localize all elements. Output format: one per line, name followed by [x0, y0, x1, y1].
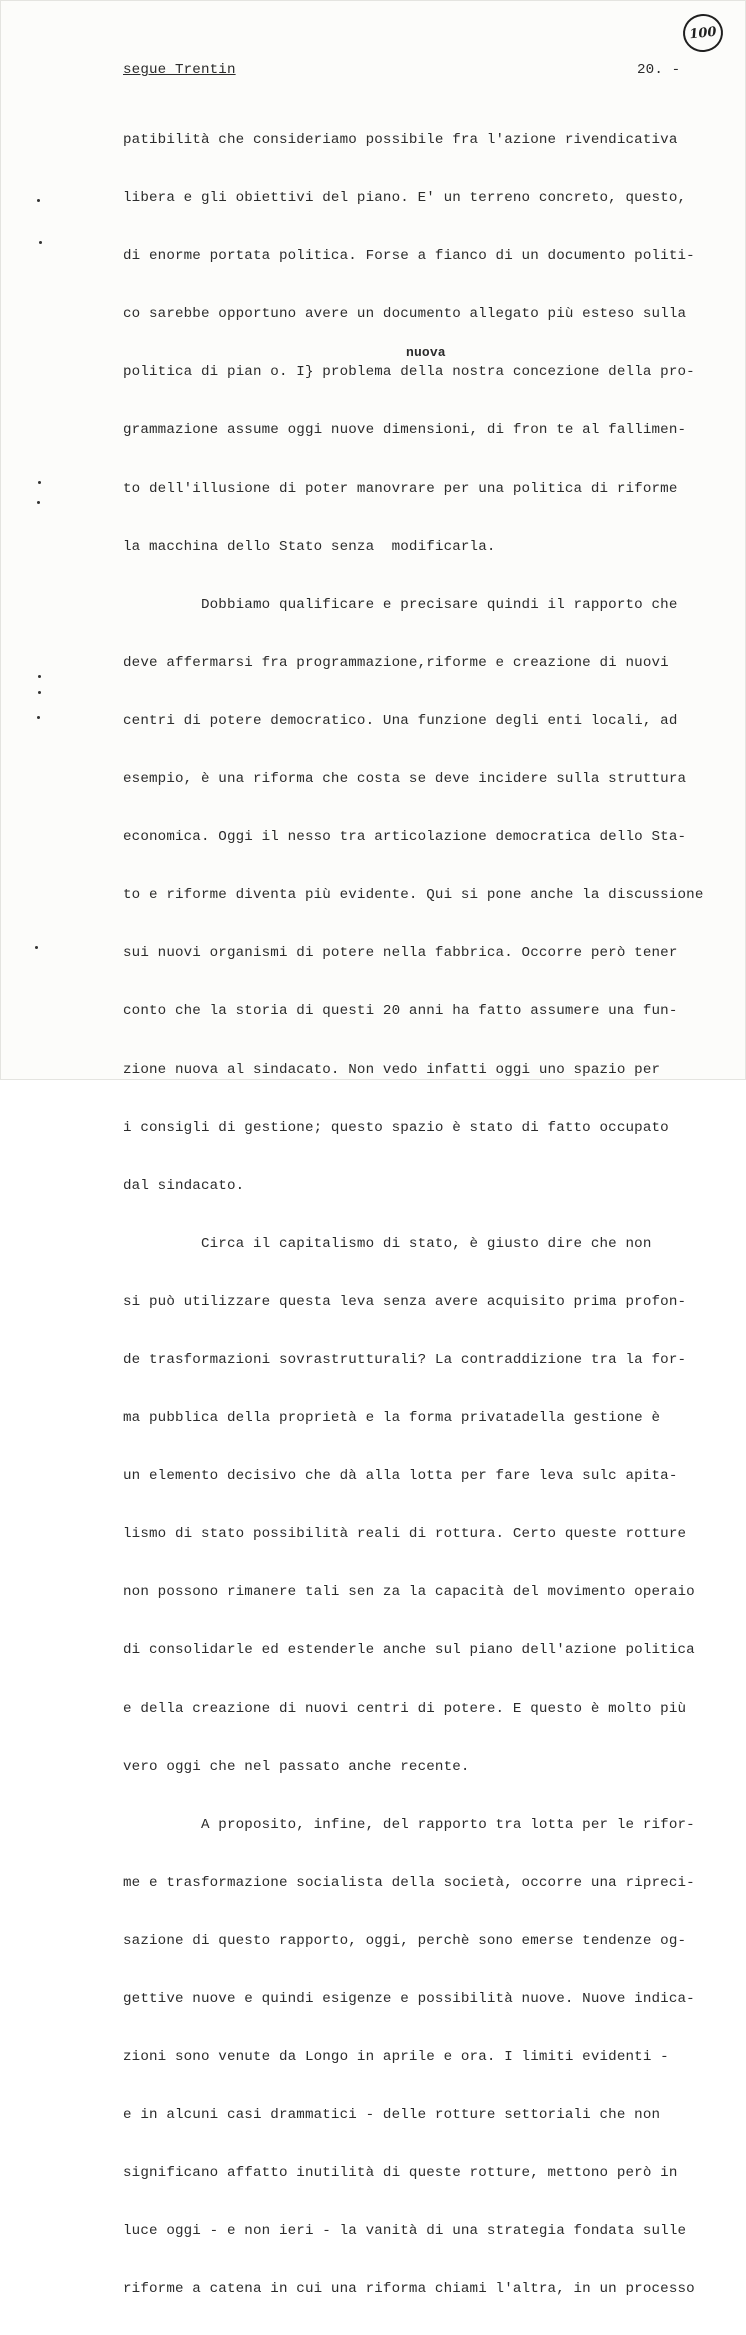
text-line: sui nuovi organismi di potere nella fabbrica. Occorre però tener	[123, 945, 678, 962]
text-line: centri di potere democratico. Una funzione degli enti locali, ad	[123, 712, 678, 729]
text-line: i consigli di gestione; questo spazio è stato di fatto occupato	[123, 1119, 669, 1136]
text-line: luce oggi - e non ieri - la vanità di una strategia fondata sulle	[123, 2223, 687, 2240]
text-line: lismo di stato possibilità reali di rottura. Certo queste rotture	[123, 1526, 687, 1543]
text-line: un elemento decisivo che dà alla lotta per fare leva sulc apita-	[123, 1468, 678, 1485]
text-line: A proposito, infine, del rapporto tra lotta per le rifor-	[123, 1816, 695, 1833]
text-line: de trasformazioni sovrastrutturali? La contraddizione tra la for-	[123, 1351, 687, 1368]
text-line: me e trasformazione socialista della società, occorre una ripreci-	[123, 1874, 695, 1891]
scan-speck	[37, 716, 40, 719]
text-line: e della creazione di nuovi centri di potere. E questo è molto più	[123, 1700, 687, 1717]
text-line: la macchina dello Stato senza modificarla.	[123, 538, 496, 555]
scan-speck	[39, 241, 42, 244]
text-line: Dobbiamo qualificare e precisare quindi il rapporto che	[123, 596, 678, 613]
text-line: sazione di questo rapporto, oggi, perchè sono emerse tendenze og-	[123, 1932, 687, 1949]
header-page-number: 20. -	[637, 62, 681, 78]
text-line: Circa il capitalismo di stato, è giusto dire che non	[123, 1235, 652, 1252]
scan-speck	[38, 691, 41, 694]
text-line: ma pubblica della proprietà e la forma privatadella gestione è	[123, 1410, 661, 1427]
header-title: segue Trentin	[123, 62, 236, 78]
text-line: patibilità che consideriamo possibile fra l'azione rivendicativa	[123, 132, 678, 148]
text-line: e in alcuni casi drammatici - delle rotture settoriali che non	[123, 2107, 661, 2124]
text-line: esempio, è una riforma che costa se deve incidere sulla struttura	[123, 771, 687, 788]
text-line: riforme a catena in cui una riforma chiami l'altra, in un processo	[123, 2281, 695, 2298]
scan-speck	[38, 481, 41, 484]
text-line: gettive nuove e quindi esigenze e possibilità nuove. Nuove indica-	[123, 1991, 695, 2007]
scan-speck	[38, 675, 41, 678]
text-line: zione nuova al sindacato. Non vedo infatti oggi uno spazio per	[123, 1061, 661, 1078]
text-line: di consolidarle ed estenderle anche sul piano dell'azione politica	[123, 1642, 695, 1659]
text-line: politica di pian o. I} problema della nostra concezione della pro-	[123, 364, 695, 381]
handwritten-insertion: nuova	[406, 345, 446, 360]
text-line: economica. Oggi il nesso tra articolazione democratica dello Sta-	[123, 829, 687, 846]
page-number-stamp	[681, 12, 725, 54]
scan-speck	[35, 946, 38, 949]
text-line: dal sindacato.	[123, 1177, 245, 1194]
scan-speck	[37, 199, 40, 202]
scan-speck	[37, 501, 40, 504]
body-text	[123, 95, 703, 2335]
text-line: vero oggi che nel passato anche recente.	[123, 1758, 470, 1775]
text-line: to dell'illusione di poter manovrare per una politica di riforme	[123, 480, 678, 497]
text-line: libera e gli obiettivi del piano. E' un terreno concreto, questo,	[123, 190, 687, 207]
text-line: conto che la storia di questi 20 anni ha fatto assumere una fun-	[123, 1003, 678, 1020]
text-line: non possono rimanere tali sen za la capacità del movimento operaio	[123, 1584, 695, 1601]
text-line: si può utilizzare questa leva senza avere acquisito prima profon-	[123, 1293, 687, 1310]
text-line: di enorme portata politica. Forse a fianco di un documento politi-	[123, 248, 695, 265]
text-line: zioni sono venute da Longo in aprile e ora. I limiti evidenti -	[123, 2049, 669, 2066]
stamp-text: 100	[688, 24, 718, 42]
text-line: deve affermarsi fra programmazione,riforme e creazione di nuovi	[123, 654, 669, 671]
text-line: grammazione assume oggi nuove dimensioni, di fron te al fallimen-	[123, 422, 687, 439]
text-line: to e riforme diventa più evidente. Qui si pone anche la discussione	[123, 887, 704, 904]
text-line: significano affatto inutilità di queste rotture, mettono però in	[123, 2165, 678, 2182]
text-line: co sarebbe opportuno avere un documento allegato più esteso sulla	[123, 306, 687, 323]
